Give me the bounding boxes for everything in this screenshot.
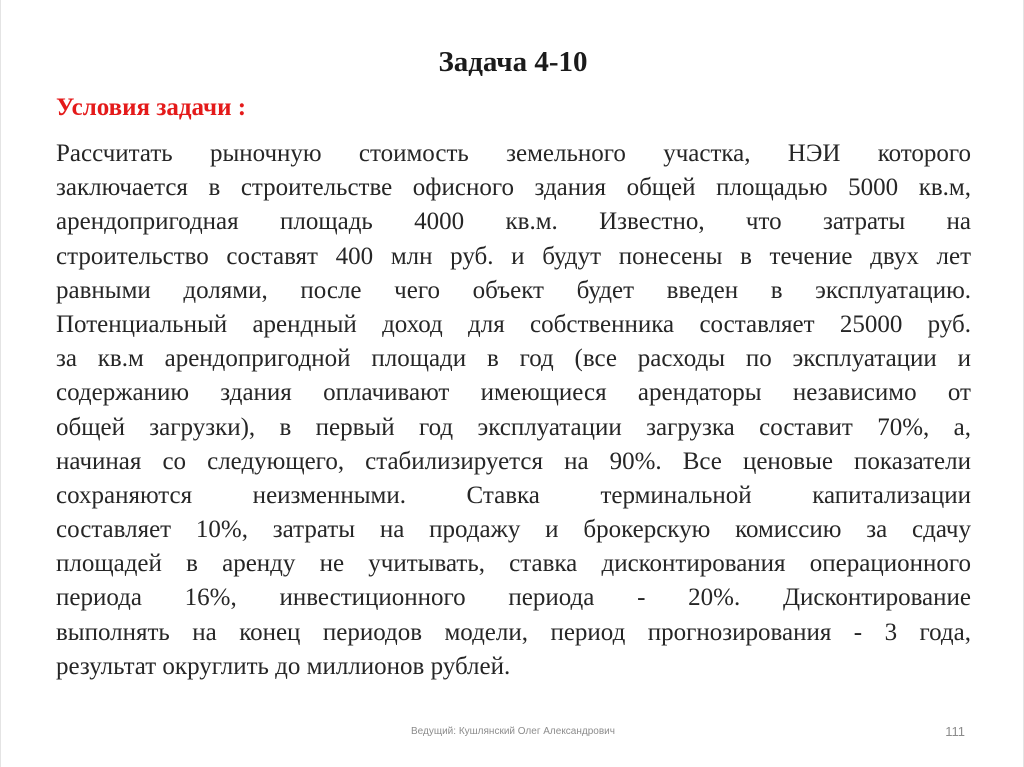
problem-text-line: строительство составят 400 млн руб. и будут понесены в течение двух лет (56, 242, 971, 270)
problem-text-line: за кв.м арендопригодной площади в год (все расходы по эксплуатации и (56, 345, 971, 373)
problem-text-line: общей загрузки), в первый год эксплуатации загрузка составит 70%, а, (56, 413, 971, 441)
presenter-footer: Ведущий: Кушлянский Олег Александрович (411, 726, 615, 737)
problem-text-line: результат округлить до миллионов рублей. (56, 652, 511, 680)
problem-text-line: Потенциальный арендный доход для собственника составляет 25000 руб. (56, 310, 971, 338)
problem-text-line: выполнять на конец периодов модели, период прогнозирования - 3 года, (56, 618, 971, 646)
problem-text-line: начиная со следующего, стабилизируется на 90%. Все ценовые показатели (56, 447, 971, 475)
problem-text-line: арендопригодная площадь 4000 кв.м. Известно, что затраты на (56, 208, 971, 236)
problem-text-line: заключается в строительстве офисного здания общей площадью 5000 кв.м, (56, 174, 971, 202)
page-number: 111 (945, 724, 965, 739)
problem-text-line: периода 16%, инвестиционного периода - 20%. Дисконтирование (56, 584, 971, 612)
problem-text-line: равными долями, после чего объект будет введен в эксплуатацию. (56, 276, 971, 304)
problem-text-line: сохраняются неизменными. Ставка терминальной капитализации (56, 481, 971, 509)
problem-text-line: составляет 10%, затраты на продажу и брокерскую комиссию за сдачу (56, 516, 971, 544)
problem-statement (56, 137, 971, 684)
problem-text-line: содержанию здания оплачивают имеющиеся арендаторы независимо от (56, 379, 971, 407)
problem-text-line: площадей в аренду не учитывать, ставка дисконтирования операционного (56, 550, 971, 578)
slide-title: Задача 4-10 (438, 46, 588, 78)
conditions-heading: Условия задачи : (56, 94, 247, 121)
problem-text-line: Рассчитать рыночную стоимость земельного участка, НЭИ которого (56, 140, 971, 167)
